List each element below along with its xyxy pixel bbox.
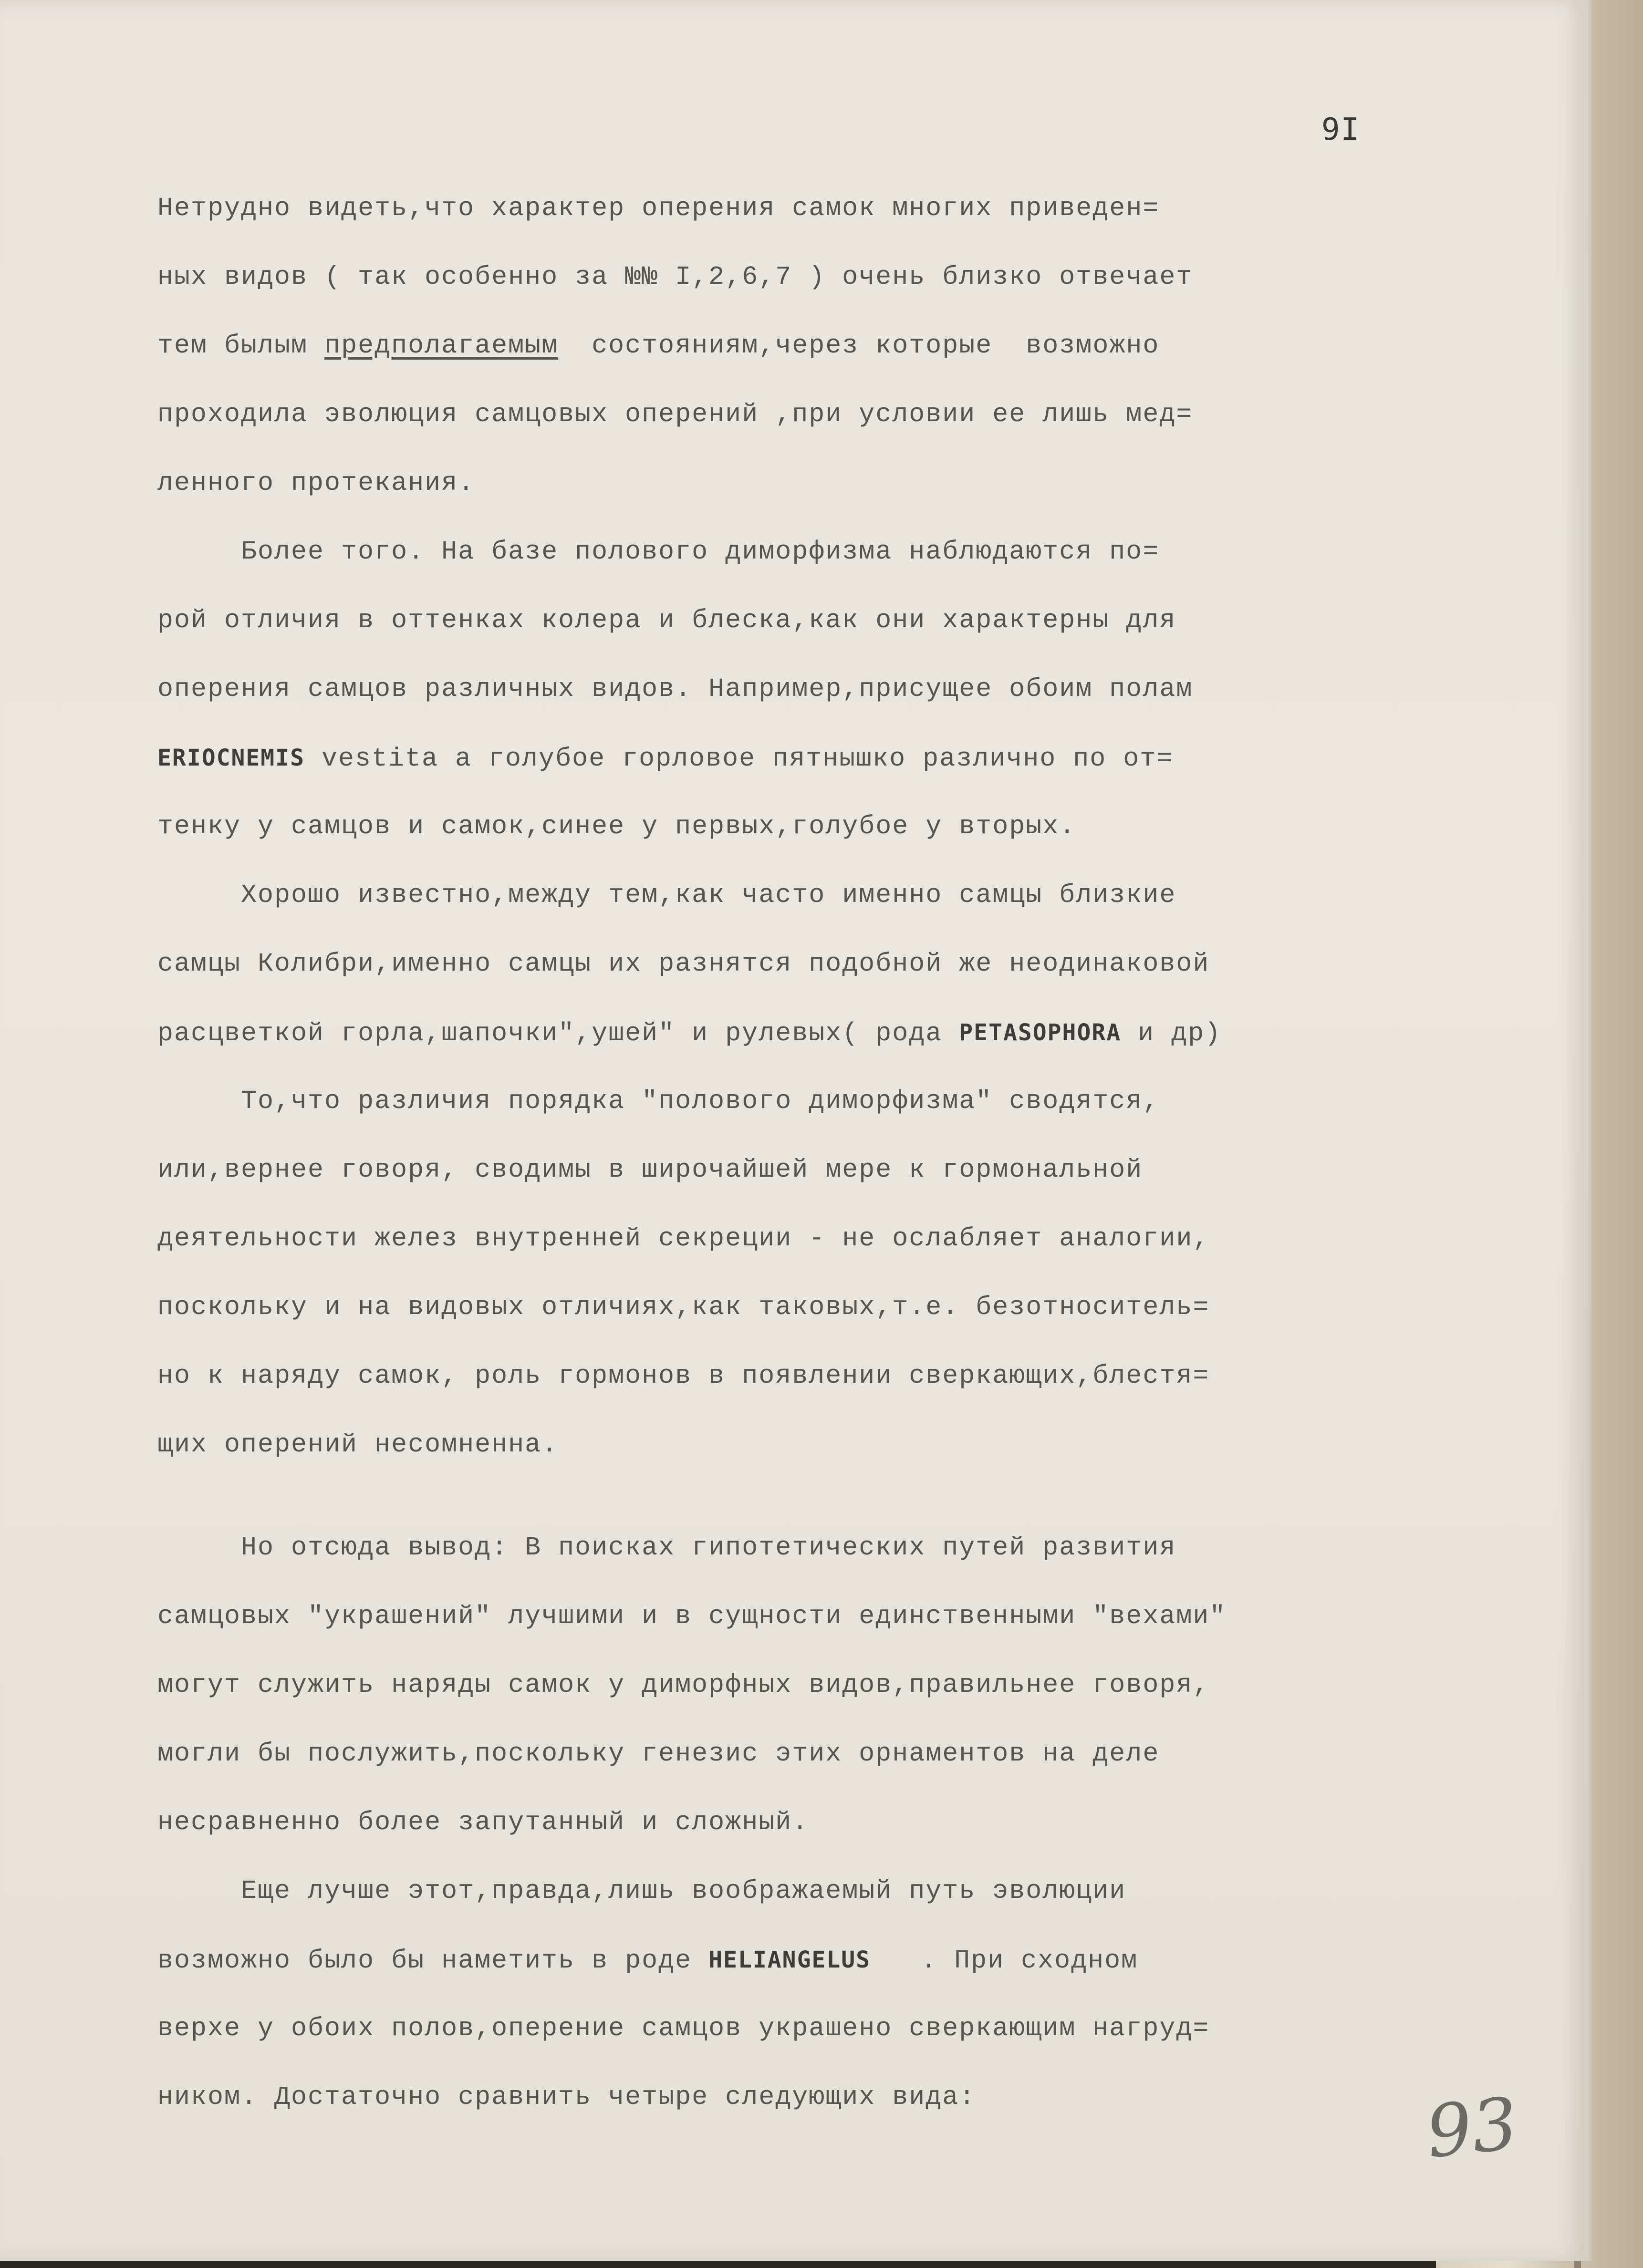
text-line: деятельности желез внутренней секреции - не ослабляет аналогии, [157, 1223, 1210, 1253]
text-segment: и др) [1121, 1018, 1222, 1048]
inserted-genus-name: ERIOCNEMIS [157, 745, 305, 771]
text-line: но к наряду самок, роль гормонов в появлении сверкающих,блестя= [157, 1361, 1210, 1391]
text-line [157, 311, 1493, 380]
paragraph-gap [157, 1479, 1493, 1513]
text-line: несравненно более запутанный и сложный. [157, 1807, 809, 1837]
text-line [157, 1926, 1493, 1994]
inserted-genus-name: PETASOPHORA [959, 1019, 1122, 1046]
text-line: верхе у обоих полов,оперение самцов украшено сверкающим нагруд= [157, 2013, 1210, 2043]
paragraph [157, 1857, 1493, 2132]
text-segment: vestita a голубое горловое пятнышко различно по от= [304, 744, 1174, 774]
text-line: тенку у самцов и самок,синее у первых,голубое у вторых. [157, 811, 1076, 841]
document-body [157, 174, 1493, 2132]
page-number: 9I [1321, 112, 1361, 147]
text-line [157, 724, 1493, 792]
text-segment: расцветкой горла,шапочки",ушей" и рулевых( рода [157, 1018, 959, 1048]
text-line: или,вернее говоря, сводимы в широчайшей мере к гормональной [157, 1155, 1143, 1185]
text-line: поскольку и на видовых отличиях,как таковых,т.е. безотноситель= [157, 1292, 1210, 1322]
underlined-word: предполагаемым [324, 331, 559, 361]
text-line: Еще лучше этот,правда,лишь воображаемый путь эволюции [157, 1876, 1126, 1906]
paragraph [157, 861, 1493, 1479]
text-line: То,что различия порядка "полового диморфизма" сводятся, [157, 1086, 1160, 1116]
text-line: Хорошо известно,между тем,как часто именно самцы близкие [157, 880, 1176, 910]
text-segment: состояниям,через которые возможно [558, 331, 1160, 361]
paragraph [157, 518, 1493, 861]
text-segment: тем былым [157, 331, 325, 361]
text-line: Но отсюда вывод: В поисках гипотетических путей развития [157, 1533, 1176, 1563]
text-line: Нетрудно видеть,что характер оперения самок многих приведен= [157, 193, 1160, 223]
text-line: оперения самцов различных видов. Например,присущее обоим полам [157, 674, 1193, 704]
text-line: самцы Колибри,именно самцы их разнятся подобной же неодинаковой [157, 949, 1210, 979]
inserted-genus-name: HELIANGELUS [708, 1947, 871, 1973]
text-line [157, 998, 1493, 1067]
text-line: могли бы послужить,поскольку генезис этих орнаментов на деле [157, 1739, 1160, 1769]
text-segment: . При сходном [871, 1946, 1138, 1976]
text-line: могут служить наряды самок у диморфных видов,правильнее говоря, [157, 1670, 1210, 1700]
text-segment: возможно было бы наметить в роде [157, 1946, 709, 1976]
text-line: самцовых "украшений" лучшими и в сущности единственными "вехами" [157, 1601, 1227, 1631]
text-line: ленного протекания. [157, 468, 475, 498]
text-line: ных видов ( так особенно за №№ I,2,6,7 ) очень близко отвечает [157, 262, 1193, 292]
text-line: щих оперений несомненна. [157, 1429, 559, 1460]
paragraph [157, 1513, 1493, 1857]
archive-page-number: 93 [1422, 2082, 1522, 2175]
text-line: Более того. На базе полового диморфизма наблюдаются по= [157, 537, 1160, 567]
text-line: ником. Достаточно сравнить четыре следующих вида: [157, 2082, 976, 2112]
paragraph [157, 174, 1493, 518]
text-line: проходила эволюция самцовых оперений ,при условии ее лишь мед= [157, 399, 1193, 429]
text-line: рой отличия в оттенках колера и блеска,как они характерны для [157, 605, 1176, 635]
